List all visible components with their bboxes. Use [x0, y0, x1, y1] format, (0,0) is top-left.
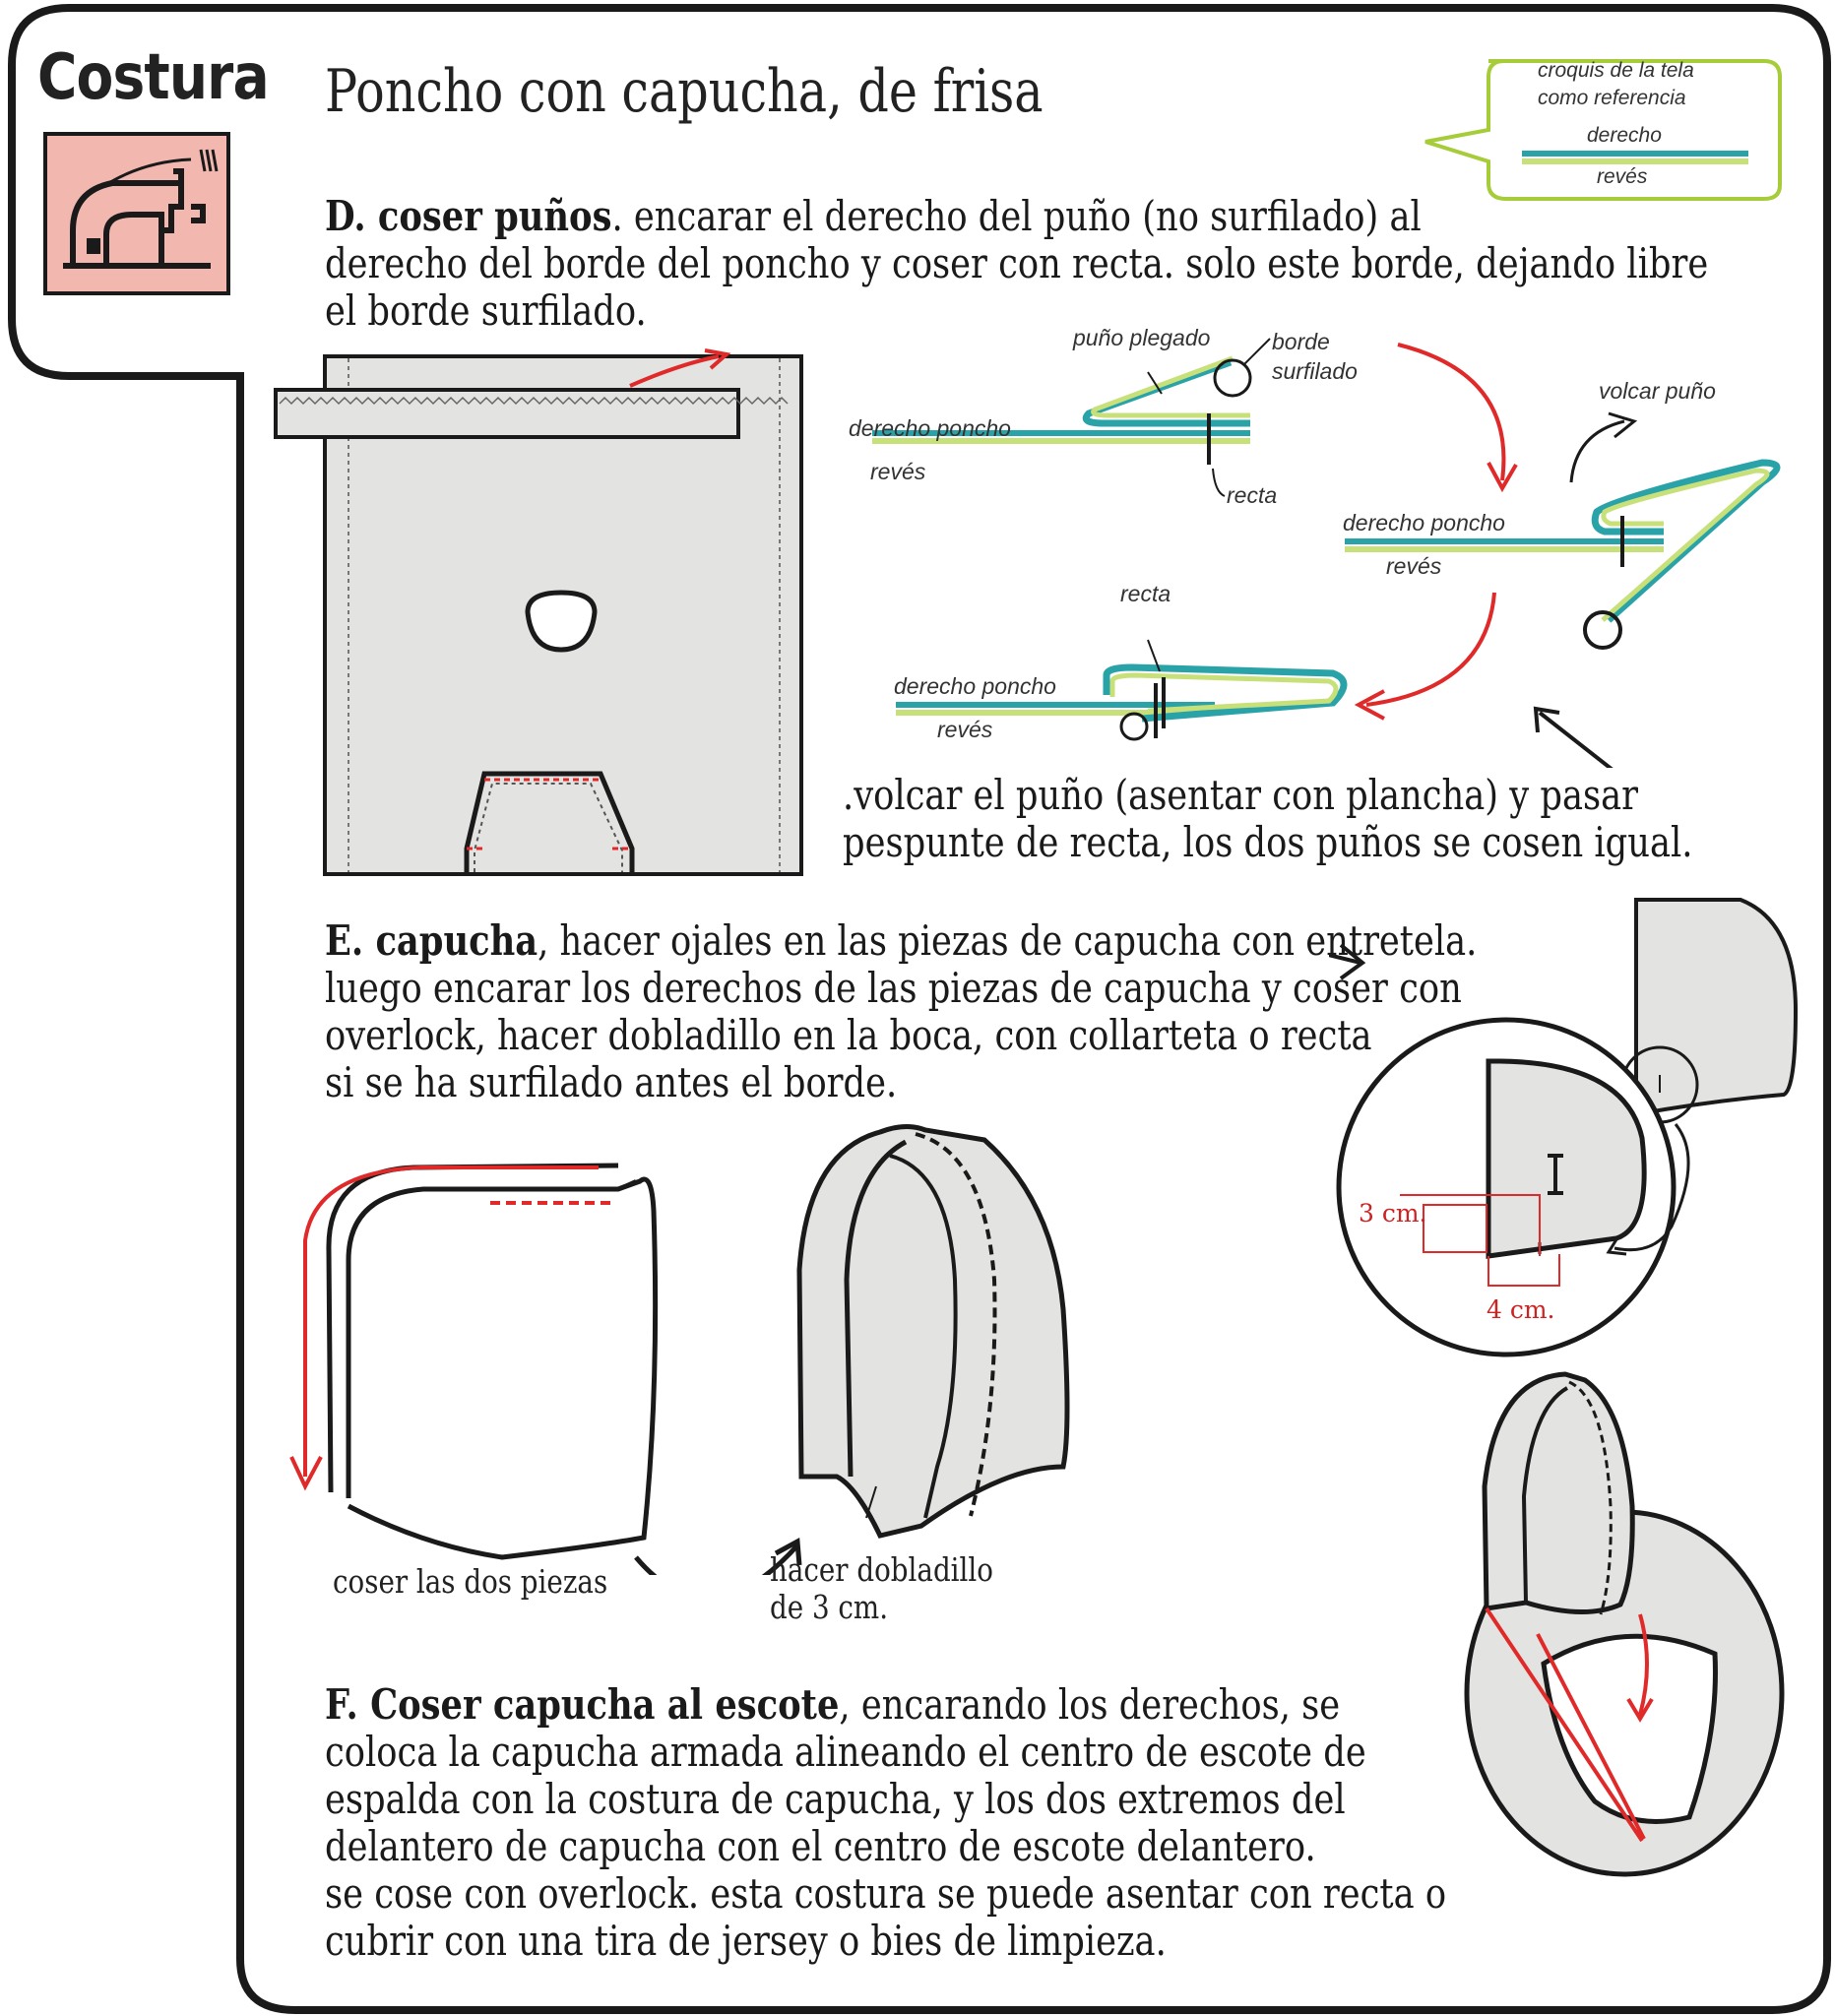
reference-line-1: croquis de la tela: [1538, 59, 1694, 82]
label-flip-cuff: volcar puño: [1599, 378, 1716, 404]
section-d-after-text: [843, 772, 1693, 866]
section-d-line-2: derecho del borde del poncho y coser con recta. solo este borde, dejando libre: [325, 239, 1709, 287]
section-e-line-4: si se ha surfilado antes el borde.: [325, 1058, 898, 1106]
section-e-text: [325, 917, 1477, 1106]
label-right-poncho-3: derecho poncho: [894, 673, 1056, 699]
section-e-heading: E. capucha: [325, 916, 538, 965]
caption-hem-2: de 3 cm.: [770, 1588, 889, 1626]
poncho-panel-diagram: [266, 345, 817, 886]
label-serged-edge-1: borde: [1272, 329, 1330, 354]
section-f-line-5: se cose con overlock. esta costura se puede asentar con recta o: [325, 1869, 1447, 1918]
label-measure-3cm: 3 cm.: [1359, 1199, 1427, 1228]
section-f-line-3: espalda con la costura de capucha, y los dos extremos del: [325, 1775, 1346, 1823]
section-d-line-1: . encarar el derecho del puño (no surfilado) al: [611, 192, 1422, 240]
hood-neckline-diagram: [1457, 1368, 1792, 1900]
section-d-after-line-2: pespunte de recta, los dos puños se cosen igual.: [843, 818, 1693, 866]
reference-right-label: derecho: [1587, 124, 1662, 147]
section-f-line-1: , encarando los derechos, se: [839, 1680, 1341, 1729]
section-d-after-line-1: .volcar el puño (asentar con plancha) y pasar: [843, 771, 1639, 819]
label-wrong-3: revés: [937, 717, 993, 742]
label-wrong-2: revés: [1386, 553, 1442, 579]
section-d-heading: D. coser puños: [325, 192, 612, 240]
label-right-poncho-1: derecho poncho: [849, 415, 1011, 441]
section-d-text: [325, 193, 1708, 335]
caption-sew-pieces: coser las dos piezas: [333, 1562, 608, 1601]
caption-hem-1: hacer dobladillo: [770, 1550, 993, 1589]
reference-line-2: como referencia: [1538, 87, 1686, 109]
sewing-machine-icon: [43, 132, 230, 295]
section-e-line-1: , hacer ojales en las piezas de capucha con entretela.: [538, 916, 1478, 965]
label-straight-1: recta: [1227, 482, 1278, 508]
label-straight-2: recta: [1120, 581, 1171, 606]
section-d-line-3: el borde surfilado.: [325, 286, 647, 335]
brand-title: Costura: [37, 41, 269, 114]
page-title: Poncho con capucha, de frisa: [325, 57, 1044, 126]
section-e-line-3: overlock, hacer dobladillo en la boca, con collarteta o recta: [325, 1011, 1372, 1059]
section-f-text: [325, 1681, 1446, 1965]
section-e-line-2: luego encarar los derechos de las piezas de capucha y coser con: [325, 964, 1462, 1012]
hood-pieces-diagram: [276, 1112, 1103, 1575]
section-f-line-4: delantero de capucha con el centro de escote delantero.: [325, 1822, 1316, 1870]
label-serged-edge-2: surfilado: [1272, 358, 1358, 384]
label-folded-cuff: puño plegado: [1073, 325, 1211, 350]
section-f-line-2: coloca la capucha armada alineando el centro de escote de: [325, 1728, 1366, 1776]
label-measure-4cm: 4 cm.: [1487, 1295, 1555, 1324]
hood-detail-diagram: [1329, 892, 1802, 1374]
label-wrong-1: revés: [870, 459, 926, 484]
label-right-poncho-2: derecho poncho: [1343, 510, 1505, 536]
section-f-line-6: cubrir con una tira de jersey o bies de limpieza.: [325, 1917, 1167, 1965]
section-f-heading: F. Coser capucha al escote: [325, 1680, 840, 1729]
reference-wrong-label: revés: [1597, 165, 1648, 188]
